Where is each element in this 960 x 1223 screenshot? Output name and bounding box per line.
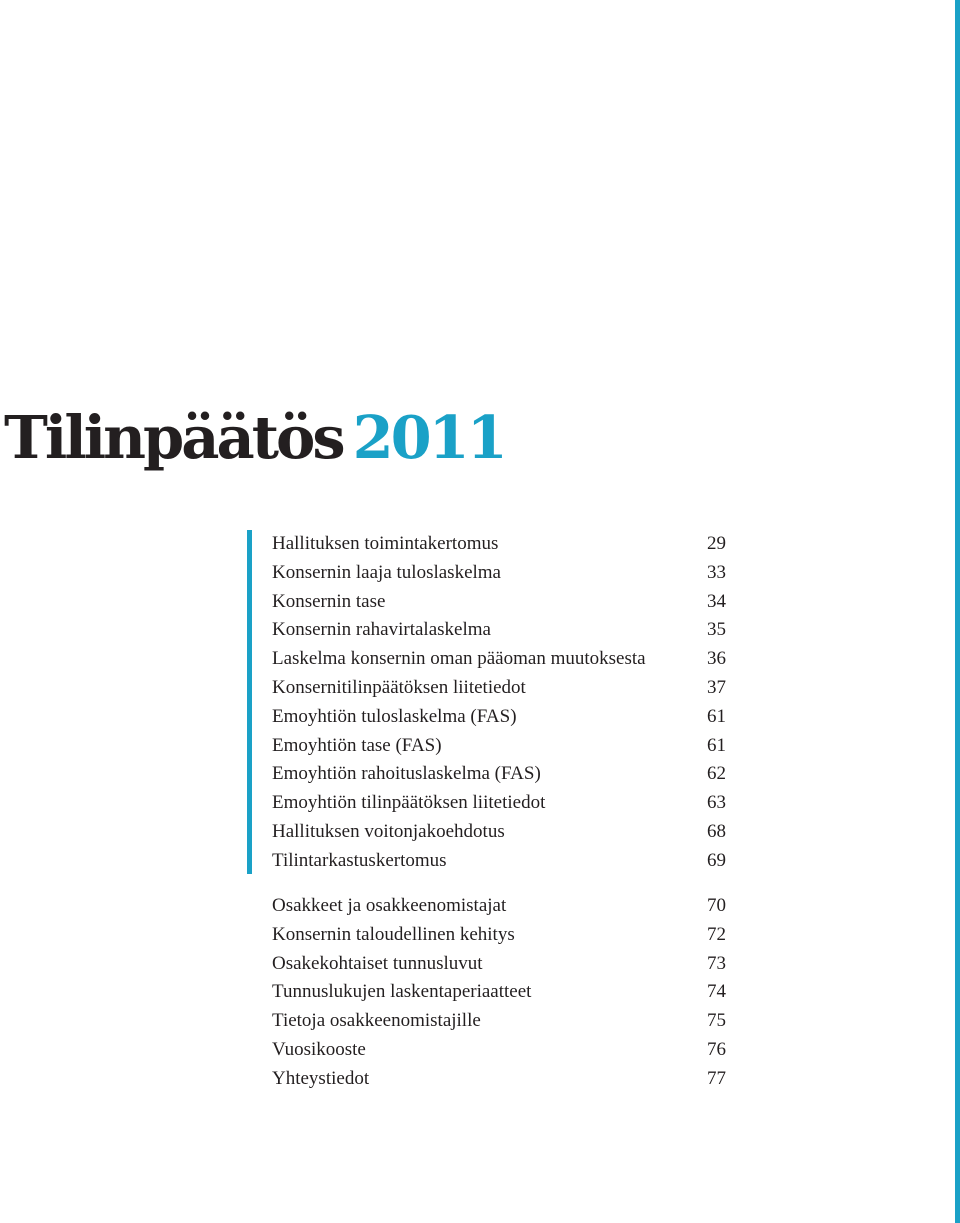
title-year: 2011 [352, 403, 505, 472]
toc-item[interactable] [272, 559, 726, 588]
toc-item-label: Emoyhtiön tuloslaskelma (FAS) [272, 705, 517, 727]
toc-item-label: Hallituksen voitonjakoehdotus [272, 820, 505, 842]
toc-item-page: 68 [707, 820, 726, 842]
toc-item[interactable] [272, 732, 726, 761]
toc-item-label: Konsernin tase [272, 590, 386, 612]
toc-item-page: 74 [707, 981, 726, 1003]
toc-item-label: Tilintarkastuskertomus [272, 849, 447, 871]
toc-item-page: 35 [707, 619, 726, 641]
toc-item[interactable] [272, 645, 726, 674]
toc-item-label: Laskelma konsernin oman pääoman muutoksesta [272, 648, 646, 670]
toc-item[interactable] [272, 789, 726, 818]
toc-item[interactable] [272, 1036, 726, 1065]
toc-item-page: 75 [707, 1010, 726, 1032]
toc-item-label: Emoyhtiön tilinpäätöksen liitetiedot [272, 792, 546, 814]
toc-item-label: Tietoja osakkeenomistajille [272, 1010, 481, 1032]
toc-item-label: Emoyhtiön rahoituslaskelma (FAS) [272, 763, 541, 785]
title-word: Tilinpäätös [4, 403, 343, 472]
toc-item-label: Konsernin laaja tuloslaskelma [272, 561, 501, 583]
toc-item[interactable] [272, 1065, 726, 1094]
toc-item-label: Tunnuslukujen laskentaperiaatteet [272, 981, 532, 1003]
page-title [4, 398, 505, 478]
toc-item-label: Osakekohtaiset tunnusluvut [272, 952, 483, 974]
toc-item-page: 33 [707, 561, 726, 583]
toc-item[interactable] [272, 616, 726, 645]
toc-item[interactable] [272, 588, 726, 617]
toc-item[interactable] [272, 1007, 726, 1036]
toc-item-page: 61 [707, 734, 726, 756]
toc-item-page: 73 [707, 952, 726, 974]
toc-item-label: Osakkeet ja osakkeenomistajat [272, 895, 507, 916]
toc-item[interactable] [272, 703, 726, 732]
toc-item[interactable] [272, 760, 726, 789]
toc-item[interactable] [272, 530, 726, 559]
toc-item-page: 77 [707, 1067, 726, 1089]
toc-item[interactable] [272, 818, 726, 847]
toc-item[interactable] [272, 950, 726, 979]
toc-item-page: 63 [707, 792, 726, 814]
toc-item-page: 37 [707, 676, 726, 698]
toc-item[interactable] [272, 674, 726, 703]
toc-item-page: 72 [707, 923, 726, 945]
toc-item[interactable] [272, 978, 726, 1007]
toc-item-page: 69 [707, 849, 726, 871]
toc-item-page: 34 [707, 590, 726, 612]
toc-item-label: Vuosikooste [272, 1038, 366, 1060]
toc-item-label: Konsernin rahavirtalaskelma [272, 619, 491, 641]
toc-item-page: 62 [707, 763, 726, 785]
toc-secondary-list [272, 892, 726, 1094]
toc-item-page: 29 [707, 533, 726, 554]
toc-primary-list [272, 530, 726, 876]
toc-item-label: Yhteystiedot [272, 1067, 370, 1089]
toc-item-page: 70 [707, 895, 726, 916]
toc-item[interactable] [272, 921, 726, 950]
toc-item[interactable] [272, 892, 726, 921]
toc-item-page: 61 [707, 705, 726, 727]
toc-item-page: 36 [707, 648, 726, 670]
toc-item-label: Konsernitilinpäätöksen liitetiedot [272, 676, 526, 698]
toc-accent-bar [247, 530, 252, 874]
toc-item-label: Emoyhtiön tase (FAS) [272, 734, 442, 756]
toc-item-page: 76 [707, 1038, 726, 1060]
toc-item-label: Hallituksen toimintakertomus [272, 533, 499, 554]
toc-item-label: Konsernin taloudellinen kehitys [272, 923, 515, 945]
right-edge-accent-bar [955, 0, 960, 1223]
toc-item[interactable] [272, 847, 726, 876]
